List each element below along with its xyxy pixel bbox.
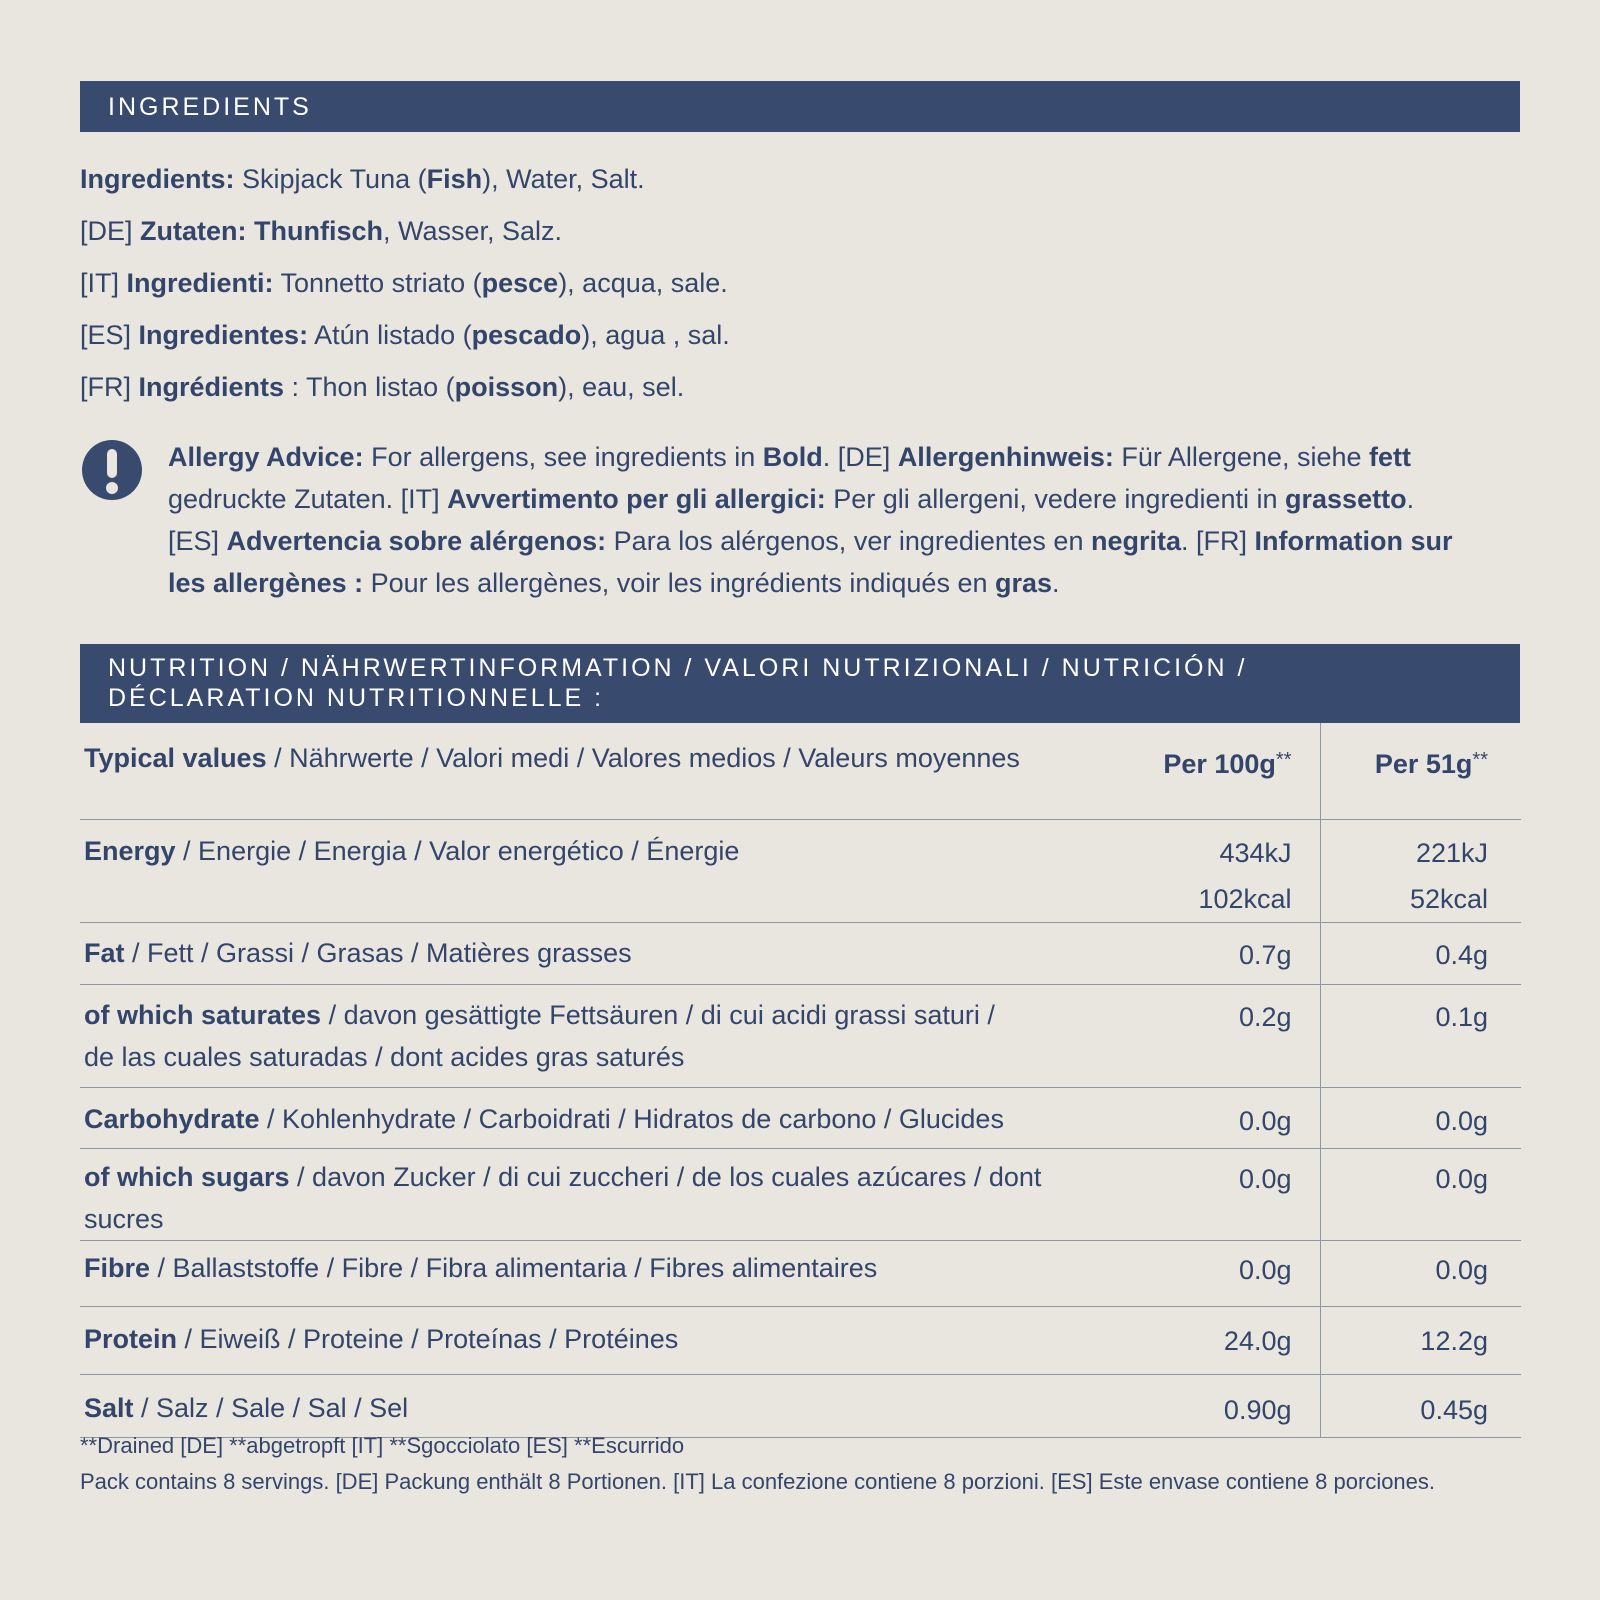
nutrition-table — [80, 723, 1521, 1438]
per-100g-value: 0.0g — [1120, 1240, 1320, 1306]
per-51g-value: 0.0g — [1320, 1087, 1521, 1148]
nutrient-label: of which saturates / davon gesättigte Fettsäuren / di cui acidi grassi saturi / de las cuales saturadas / dont acides gras saturés — [80, 984, 1120, 1087]
per-100g-value: 0.0g — [1120, 1087, 1320, 1148]
per-51g-value: 0.0g — [1320, 1240, 1521, 1306]
table-row — [80, 1306, 1521, 1374]
ingredients-list — [80, 153, 730, 413]
per-51g-value: 12.2g — [1320, 1306, 1521, 1374]
per-100g-value: 0.90g — [1120, 1374, 1320, 1437]
ingredient-line: Ingredients: Skipjack Tuna (Fish), Water, Salt. — [80, 164, 645, 194]
ingredient-line: [FR] Ingrédients : Thon listao (poisson), eau, sel. — [80, 372, 685, 402]
nutrient-label: Salt / Salz / Sale / Sal / Sel — [80, 1374, 1120, 1437]
ingredients-header — [80, 81, 1520, 132]
per-51g-value: 0.1g — [1320, 984, 1521, 1087]
table-row — [80, 819, 1521, 922]
per-100g-value: 0.2g — [1120, 984, 1320, 1087]
table-row — [80, 1148, 1521, 1240]
table-row — [80, 1087, 1521, 1148]
ingredient-line: [DE] Zutaten: Thunfisch, Wasser, Salz. — [80, 216, 563, 246]
per-100g-header: Per 100g** — [1120, 723, 1320, 819]
per-51g-value: 221kJ 52kcal — [1320, 819, 1521, 922]
per-100g-value: 24.0g — [1120, 1306, 1320, 1374]
table-header-row — [80, 723, 1521, 819]
nutrient-label: Fat / Fett / Grassi / Grasas / Matières grasses — [80, 922, 1120, 984]
allergy-advice: Allergy Advice: For allergens, see ingredients in Bold. [DE] Allergenhinweis: Für Allergene, siehe fett gedruckte Zutaten. [IT] Avvertimento per gli allergici: Per gli allergeni, vedere ingredienti in grassetto. [ES] Advertencia sobre alérgenos: Para los alérgenos, ver ingredientes en negrita. [FR] Information sur les allergènes : Pour les allergènes, voir les ingrédients indiqués en gras. — [168, 442, 1453, 598]
nutrient-label: of which sugars / davon Zucker / di cui zuccheri / de los cuales azúcares / dont sucres — [80, 1148, 1120, 1240]
table-row — [80, 984, 1521, 1087]
exclamation-icon — [82, 440, 142, 500]
nutrient-label: Energy / Energie / Energia / Valor energético / Énergie — [80, 819, 1120, 922]
per-51g-value: 0.45g — [1320, 1374, 1521, 1437]
per-51g-value: 0.4g — [1320, 922, 1521, 984]
nutrition-header-line-2: DÉCLARATION NUTRITIONNELLE : — [108, 684, 605, 712]
nutrition-header-line-1: NUTRITION / NÄHRWERTINFORMATION / VALORI NUTRIZIONALI / NUTRICIÓN / — [108, 654, 1248, 682]
per-100g-value: 434kJ 102kcal — [1120, 819, 1320, 922]
table-row — [80, 922, 1521, 984]
ingredient-line: [ES] Ingredientes: Atún listado (pescado), agua , sal. — [80, 320, 730, 350]
per-51g-header: Per 51g** — [1320, 723, 1521, 819]
table-row — [80, 1240, 1521, 1306]
drained-footnote: **Drained [DE] **abgetropft [IT] **Sgocciolato [ES] **Escurrido — [80, 1433, 685, 1458]
nutrient-label: Fibre / Ballaststoffe / Fibre / Fibra alimentaria / Fibres alimentaires — [80, 1240, 1120, 1306]
nutrition-header — [80, 644, 1520, 723]
typical-values-label: Typical values / Nährwerte / Valori medi / Valores medios / Valeurs moyennes — [80, 723, 1120, 819]
footnotes — [80, 1428, 1435, 1500]
nutrient-label: Protein / Eiweiß / Proteine / Proteínas / Protéines — [80, 1306, 1120, 1374]
per-100g-value: 0.0g — [1120, 1148, 1320, 1240]
ingredient-line: [IT] Ingredienti: Tonnetto striato (pesce), acqua, sale. — [80, 268, 728, 298]
per-100g-value: 0.7g — [1120, 922, 1320, 984]
ingredients-header-text: INGREDIENTS — [108, 93, 312, 121]
nutrient-label: Carbohydrate / Kohlenhydrate / Carboidrati / Hidratos de carbono / Glucides — [80, 1087, 1120, 1148]
per-51g-value: 0.0g — [1320, 1148, 1521, 1240]
servings-footnote: Pack contains 8 servings. [DE] Packung enthält 8 Portionen. [IT] La confezione contiene 8 porzioni. [ES] Este envase contiene 8 porciones. — [80, 1469, 1436, 1494]
